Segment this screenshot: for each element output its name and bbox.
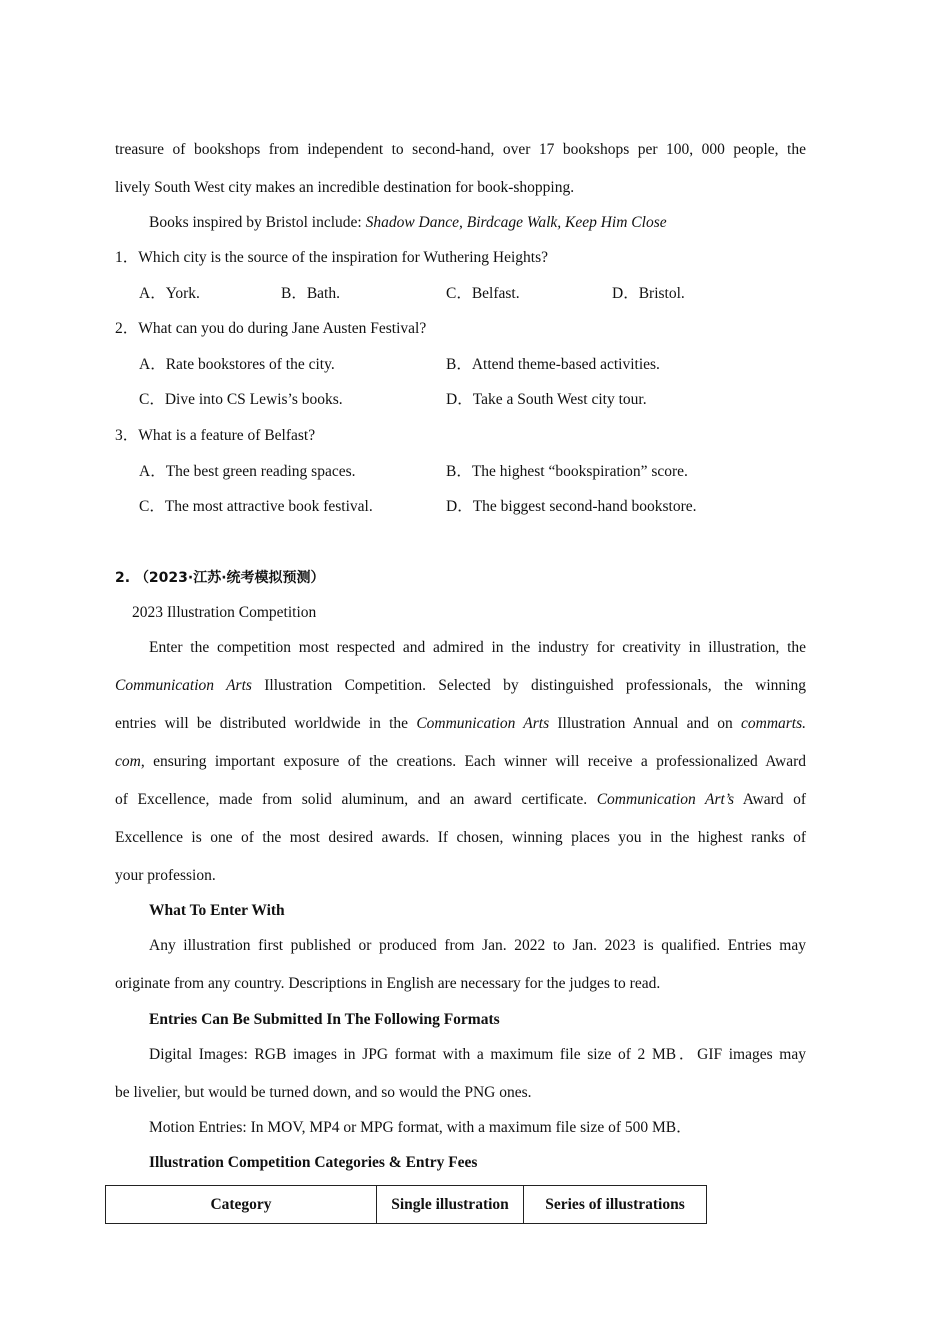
option-d[interactable]: D．Take a South West city tour. [446, 391, 647, 408]
books-prefix: Books inspired by Bristol include: [149, 214, 366, 231]
publication-name: Communication Arts [115, 677, 252, 694]
article-line [115, 676, 806, 696]
article-line: Motion Entries: In MOV, MP4 or MPG format, with a maximum file size of 500 MB． [149, 1119, 692, 1136]
section-heading [115, 568, 806, 588]
subheading-formats: Entries Can Be Submitted In The Following Formats [149, 1011, 500, 1028]
question-stem: 2．What can you do during Jane Austen Festival? [115, 320, 427, 337]
publication-name: Communication Arts [416, 715, 550, 732]
article-title: 2023 Illustration Competition [132, 604, 317, 621]
publication-name: Communication Art’s [596, 791, 735, 808]
table-header-single: Single illustration [377, 1186, 524, 1224]
website-name: com [115, 753, 141, 770]
article-text: , ensuring important exposure of the creations. Each winner will receive a professionalized Award [140, 753, 806, 770]
passage-line: treasure of bookshops from independent to second-hand, over 17 bookshops per 100, 000 people, the [115, 141, 806, 158]
table-header-series: Series of illustrations [524, 1186, 707, 1224]
article-line: originate from any country. Descriptions in English are necessary for the judges to read. [115, 975, 661, 992]
article-line: Excellence is one of the most desired awards. If chosen, winning places you in the highest ranks of [115, 829, 806, 846]
question-stem: 3．What is a feature of Belfast? [115, 427, 316, 444]
article-text: Award of [734, 791, 806, 808]
passage-line: lively South West city makes an incredible destination for book-shopping. [115, 179, 575, 196]
article-line [115, 752, 806, 772]
option-a[interactable]: A．Rate bookstores of the city. [139, 356, 335, 373]
option-b[interactable]: B．Bath. [281, 285, 340, 302]
article-line: Any illustration first published or produced from Jan. 2022 to Jan. 2023 is qualified. Entries may [149, 937, 806, 954]
option-c[interactable]: C．Dive into CS Lewis’s books. [139, 391, 343, 408]
option-b[interactable]: B．Attend theme-based activities. [446, 356, 660, 373]
table-header-category: Category [106, 1186, 377, 1224]
fees-table [105, 1185, 707, 1224]
option-c[interactable]: C．The most attractive book festival. [139, 498, 373, 515]
article-line: Digital Images: RGB images in JPG format with a maximum file size of 2 MB．GIF images may [149, 1046, 806, 1063]
option-b[interactable]: B．The highest “bookspiration” score. [446, 463, 688, 480]
article-line: Enter the competition most respected and admired in the industry for creativity in illustration, the [149, 639, 806, 656]
article-line: be livelier, but would be turned down, and so would the PNG ones. [115, 1084, 532, 1101]
article-text: of Excellence, made from solid aluminum, and an award certificate. [115, 791, 597, 808]
website-name: commarts. [741, 715, 807, 732]
option-a[interactable]: A．York. [139, 285, 200, 302]
option-c[interactable]: C．Belfast. [446, 285, 520, 302]
books-titles: Shadow Dance, Birdcage Walk, Keep Him Close [365, 214, 667, 231]
article-text: Illustration Competition. Selected by distinguished professionals, the winning [251, 677, 806, 694]
subheading-fees: Illustration Competition Categories & Entry Fees [149, 1154, 478, 1171]
section-number: 2. [115, 570, 131, 586]
option-a[interactable]: A．The best green reading spaces. [139, 463, 356, 480]
question-stem: 1．Which city is the source of the inspiration for Wuthering Heights? [115, 249, 548, 266]
subheading-what-to-enter: What To Enter With [149, 902, 285, 919]
books-inspired-line [149, 213, 806, 233]
article-text: entries will be distributed worldwide in the [115, 715, 417, 732]
article-line: your profession. [115, 867, 216, 884]
option-d[interactable]: D．The biggest second-hand bookstore. [446, 498, 697, 515]
article-line [115, 714, 806, 734]
article-text: Illustration Annual and on [549, 715, 741, 732]
section-source: （2023·江苏·统考模拟预测） [134, 570, 325, 586]
table-header-row [106, 1186, 707, 1224]
option-d[interactable]: D．Bristol. [612, 285, 685, 302]
article-line [115, 790, 806, 810]
